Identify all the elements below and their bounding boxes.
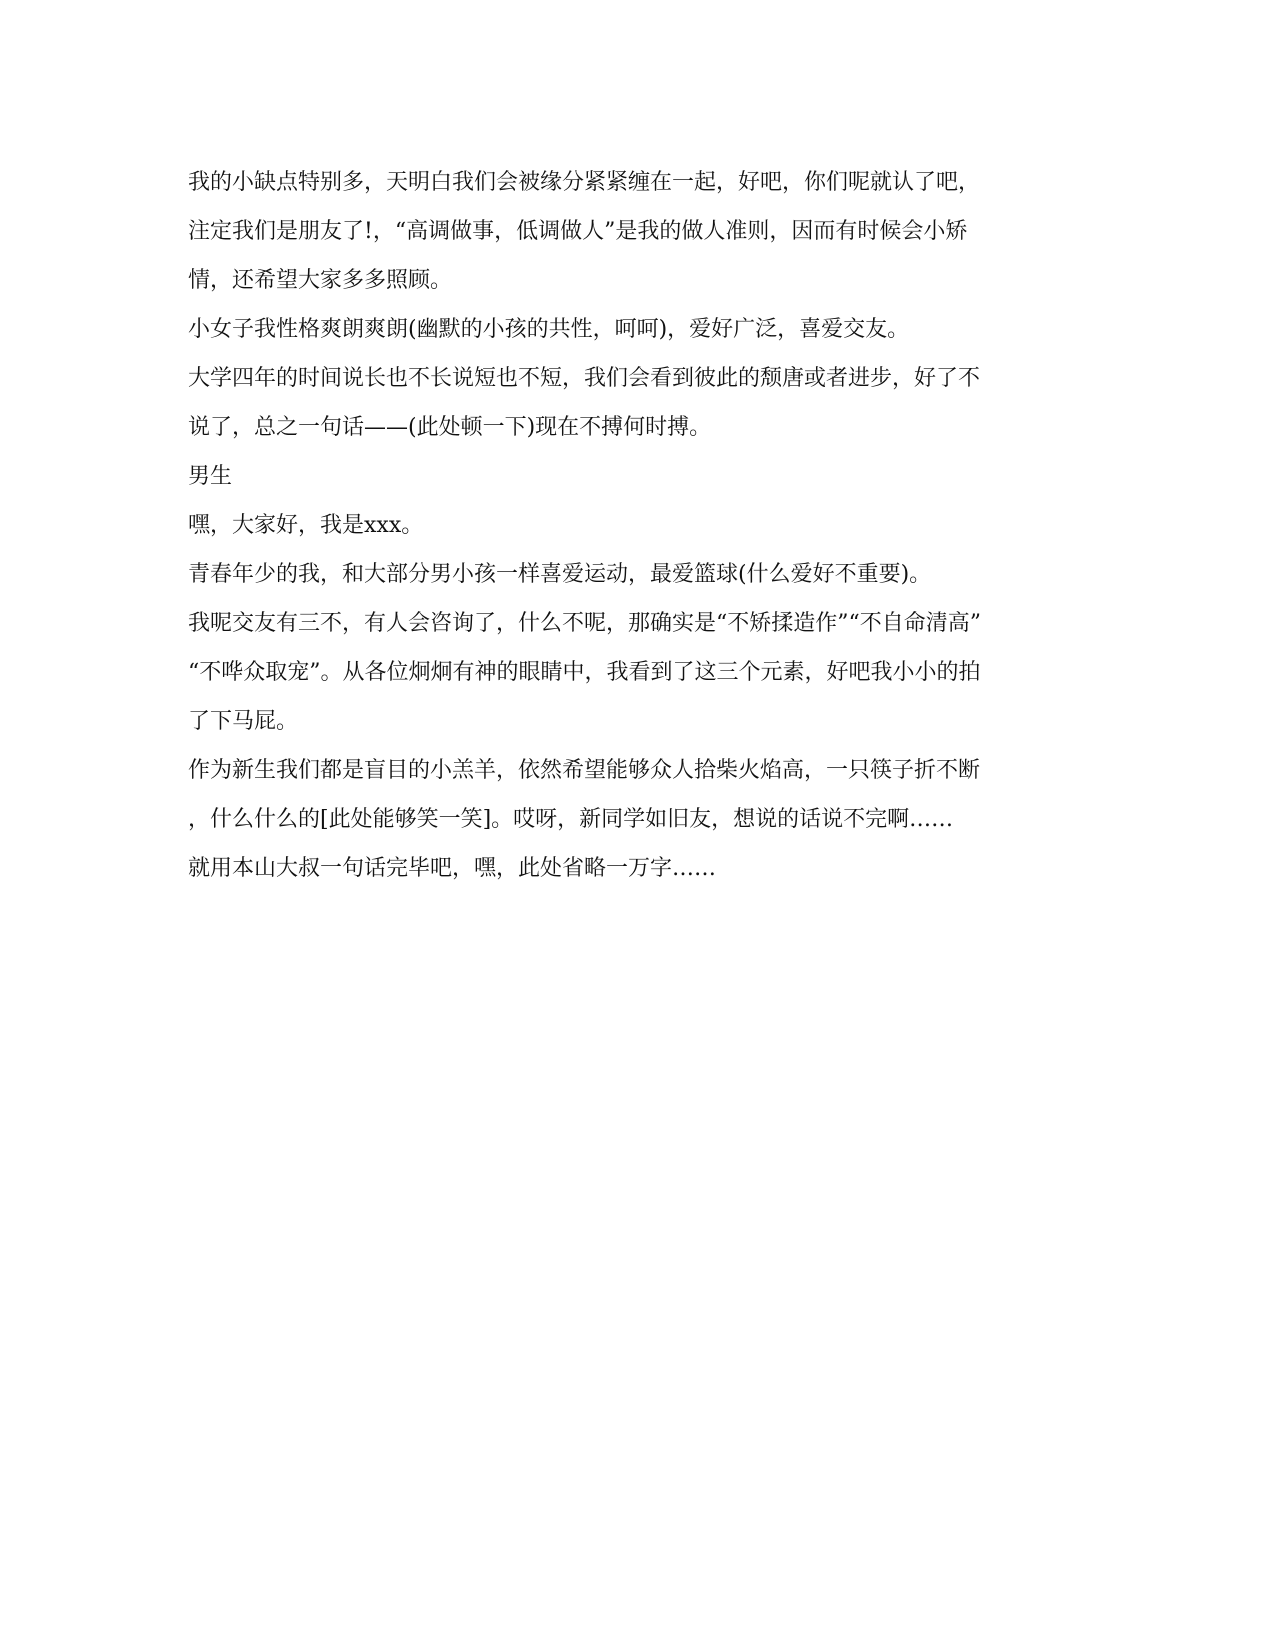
paragraph-5 bbox=[188, 501, 1092, 550]
paragraph-3 bbox=[188, 354, 1092, 452]
document-body bbox=[188, 158, 1092, 893]
section-heading-male bbox=[188, 452, 1092, 501]
text-line: 了下马屁。 bbox=[188, 709, 299, 734]
paragraph-8 bbox=[188, 746, 1092, 893]
text-line: 我呢交友有三不，有人会咨询了，什么不呢，那确实是“不矫揉造作”“不自命清高” bbox=[188, 611, 981, 636]
paragraph-2 bbox=[188, 305, 1092, 354]
text-line: 情，还希望大家多多照顾。 bbox=[188, 268, 453, 293]
text-line: ，什么什么的[此处能够笑一笑]。哎呀，新同学如旧友，想说的话说不完啊…… bbox=[188, 807, 954, 832]
paragraph-7 bbox=[188, 599, 1092, 746]
text-line: “不哗众取宠”。从各位炯炯有神的眼睛中，我看到了这三个元素，好吧我小小的拍 bbox=[188, 660, 981, 685]
text-line: 作为新生我们都是盲目的小羔羊，依然希望能够众人拾柴火焰高，一只筷子折不断 bbox=[188, 758, 981, 783]
paragraph-1 bbox=[188, 158, 1092, 305]
text-line: 我的小缺点特别多，天明白我们会被缘分紧紧缠在一起，好吧，你们呢就认了吧， bbox=[188, 170, 981, 195]
text-line: 小女子我性格爽朗爽朗(幽默的小孩的共性，呵呵)，爱好广泛，喜爱交友。 bbox=[188, 317, 910, 342]
paragraph-6 bbox=[188, 550, 1092, 599]
text-line: 男生 bbox=[188, 464, 233, 489]
text-line: 大学四年的时间说长也不长说短也不短，我们会看到彼此的颓唐或者进步，好了不 bbox=[188, 366, 981, 391]
text-line: 说了，总之一句话——(此处顿一下)现在不搏何时搏。 bbox=[188, 415, 712, 440]
text-line: 注定我们是朋友了!，“高调做事，低调做人”是我的做人准则，因而有时候会小矫 bbox=[188, 219, 968, 244]
text-line: 青春年少的我，和大部分男小孩一样喜爱运动，最爱篮球(什么爱好不重要)。 bbox=[188, 562, 932, 587]
text-line: 嘿，大家好，我是xxx。 bbox=[188, 513, 424, 538]
text-line: 就用本山大叔一句话完毕吧，嘿，此处省略一万字…… bbox=[188, 856, 717, 881]
